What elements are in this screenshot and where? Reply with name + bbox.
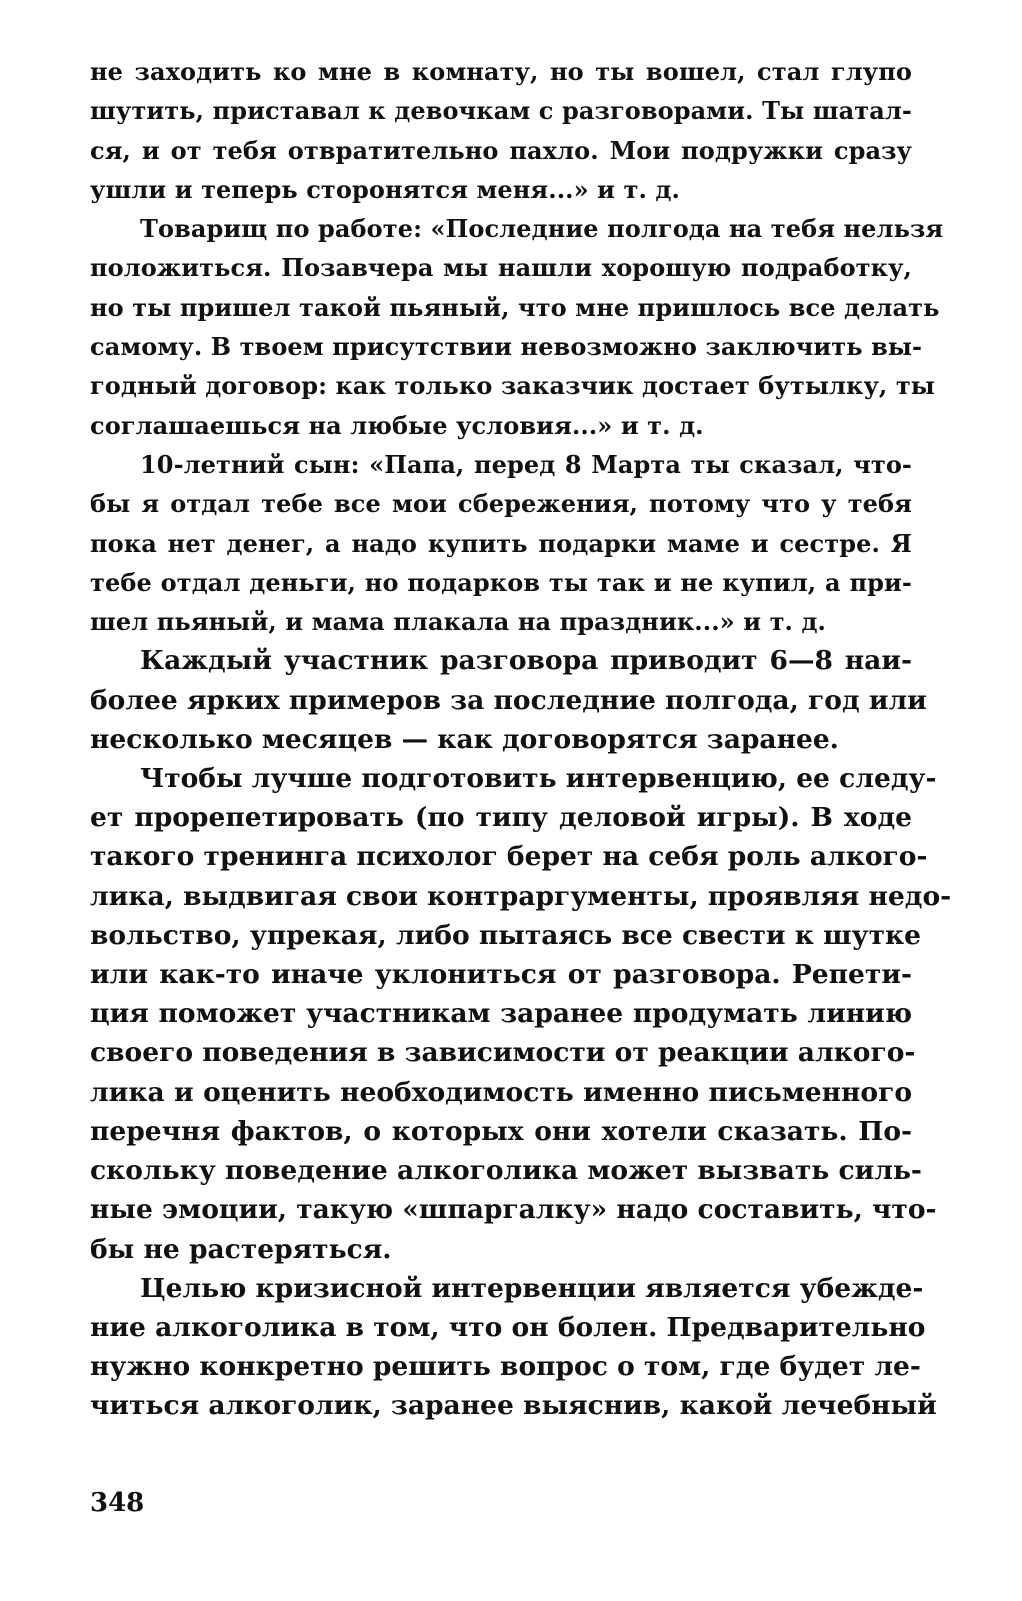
text-line: но ты пришел такой пьяный, что мне пришлось все делать xyxy=(90,292,940,322)
text-line: лика и оценить необходимость именно письменного xyxy=(90,1076,912,1108)
text-line: лика, выдвигая свои контраргументы, проявляя недо- xyxy=(90,880,952,912)
text-line: тебе отдал деньги, но подарков ты так и не купил, а при- xyxy=(90,567,912,597)
text-line: несколько месяцев — как договорятся заранее. xyxy=(90,723,839,755)
text-line: или как-то иначе уклониться от разговора. Репети- xyxy=(90,959,912,991)
page-body xyxy=(90,52,952,1426)
text-line: более ярких примеров за последние полгода, год или xyxy=(90,684,927,716)
page-number: 348 xyxy=(90,1488,145,1518)
text-line: нужно конкретно решить вопрос о том, где будет ле- xyxy=(90,1351,921,1383)
text-line: ушли и теперь сторонятся меня...» и т. д. xyxy=(90,174,680,204)
text-line: ся, и от тебя отвратительно пахло. Мои подружки сразу xyxy=(90,135,912,165)
text-line: шутить, приставал к девочкам с разговорами. Ты шатал- xyxy=(90,96,912,126)
text-line: перечня фактов, о которых они хотели сказать. По- xyxy=(90,1115,912,1147)
text-line: вольство, упрекая, либо пытаясь все свести к шутке xyxy=(90,919,922,951)
paragraph-examples xyxy=(90,641,927,759)
text-line: шел пьяный, и мама плакала на праздник...» и т. д. xyxy=(90,607,827,637)
text-line: Целью кризисной интервенции является убежде- xyxy=(140,1272,924,1304)
quoted-examples-block xyxy=(90,52,944,641)
text-line: не заходить ко мне в комнату, но ты вошел, стал глупо xyxy=(90,57,912,86)
text-line: такого тренинга психолог берет на себя роль алкого- xyxy=(90,841,928,873)
main-text-block xyxy=(90,641,952,1425)
paragraph-rehearsal xyxy=(90,759,952,1269)
text-line: скольку поведение алкоголика может вызвать силь- xyxy=(90,1155,922,1187)
text-line: 10-летний сын: «Папа, перед 8 Марта ты сказал, что- xyxy=(140,449,912,479)
paragraph-crisis-intervention xyxy=(90,1269,937,1426)
paragraph-colleague-quote xyxy=(90,209,944,445)
text-line: Чтобы лучше подготовить интервенцию, ее следу- xyxy=(140,763,937,795)
text-line: самому. В твоем присутствии невозможно заключить вы- xyxy=(90,332,923,362)
text-line: пока нет денег, а надо купить подарки маме и сестре. Я xyxy=(90,528,912,558)
paragraph-daughter-quote xyxy=(90,52,912,209)
paragraph-son-quote xyxy=(90,445,912,641)
text-line: бы я отдал тебе все мои сбережения, потому что у тебя xyxy=(90,489,912,519)
text-line: бы не растеряться. xyxy=(90,1233,392,1265)
text-line: соглашаешься на любые условия...» и т. д. xyxy=(90,410,704,440)
text-line: своего поведения в зависимости от реакции алкого- xyxy=(90,1037,916,1069)
text-line: Каждый участник разговора приводит 6—8 наи- xyxy=(140,645,912,677)
text-line: Товарищ по работе: «Последние полгода на тебя нельзя xyxy=(140,214,944,244)
text-line: читься алкоголик, заранее выяснив, какой лечебный xyxy=(90,1390,937,1422)
text-line: годный договор: как только заказчик достает бутылку, ты xyxy=(90,371,935,401)
text-line: ние алкоголика в том, что он болен. Предварительно xyxy=(90,1311,926,1343)
text-line: ция поможет участникам заранее продумать линию xyxy=(90,998,912,1030)
text-line: ные эмоции, такую «шпаргалку» надо составить, что- xyxy=(90,1194,937,1226)
text-line: ет прорепетировать (по типу деловой игры). В ходе xyxy=(90,802,912,834)
text-line: положиться. Позавчера мы нашли хорошую подработку, xyxy=(90,253,912,283)
